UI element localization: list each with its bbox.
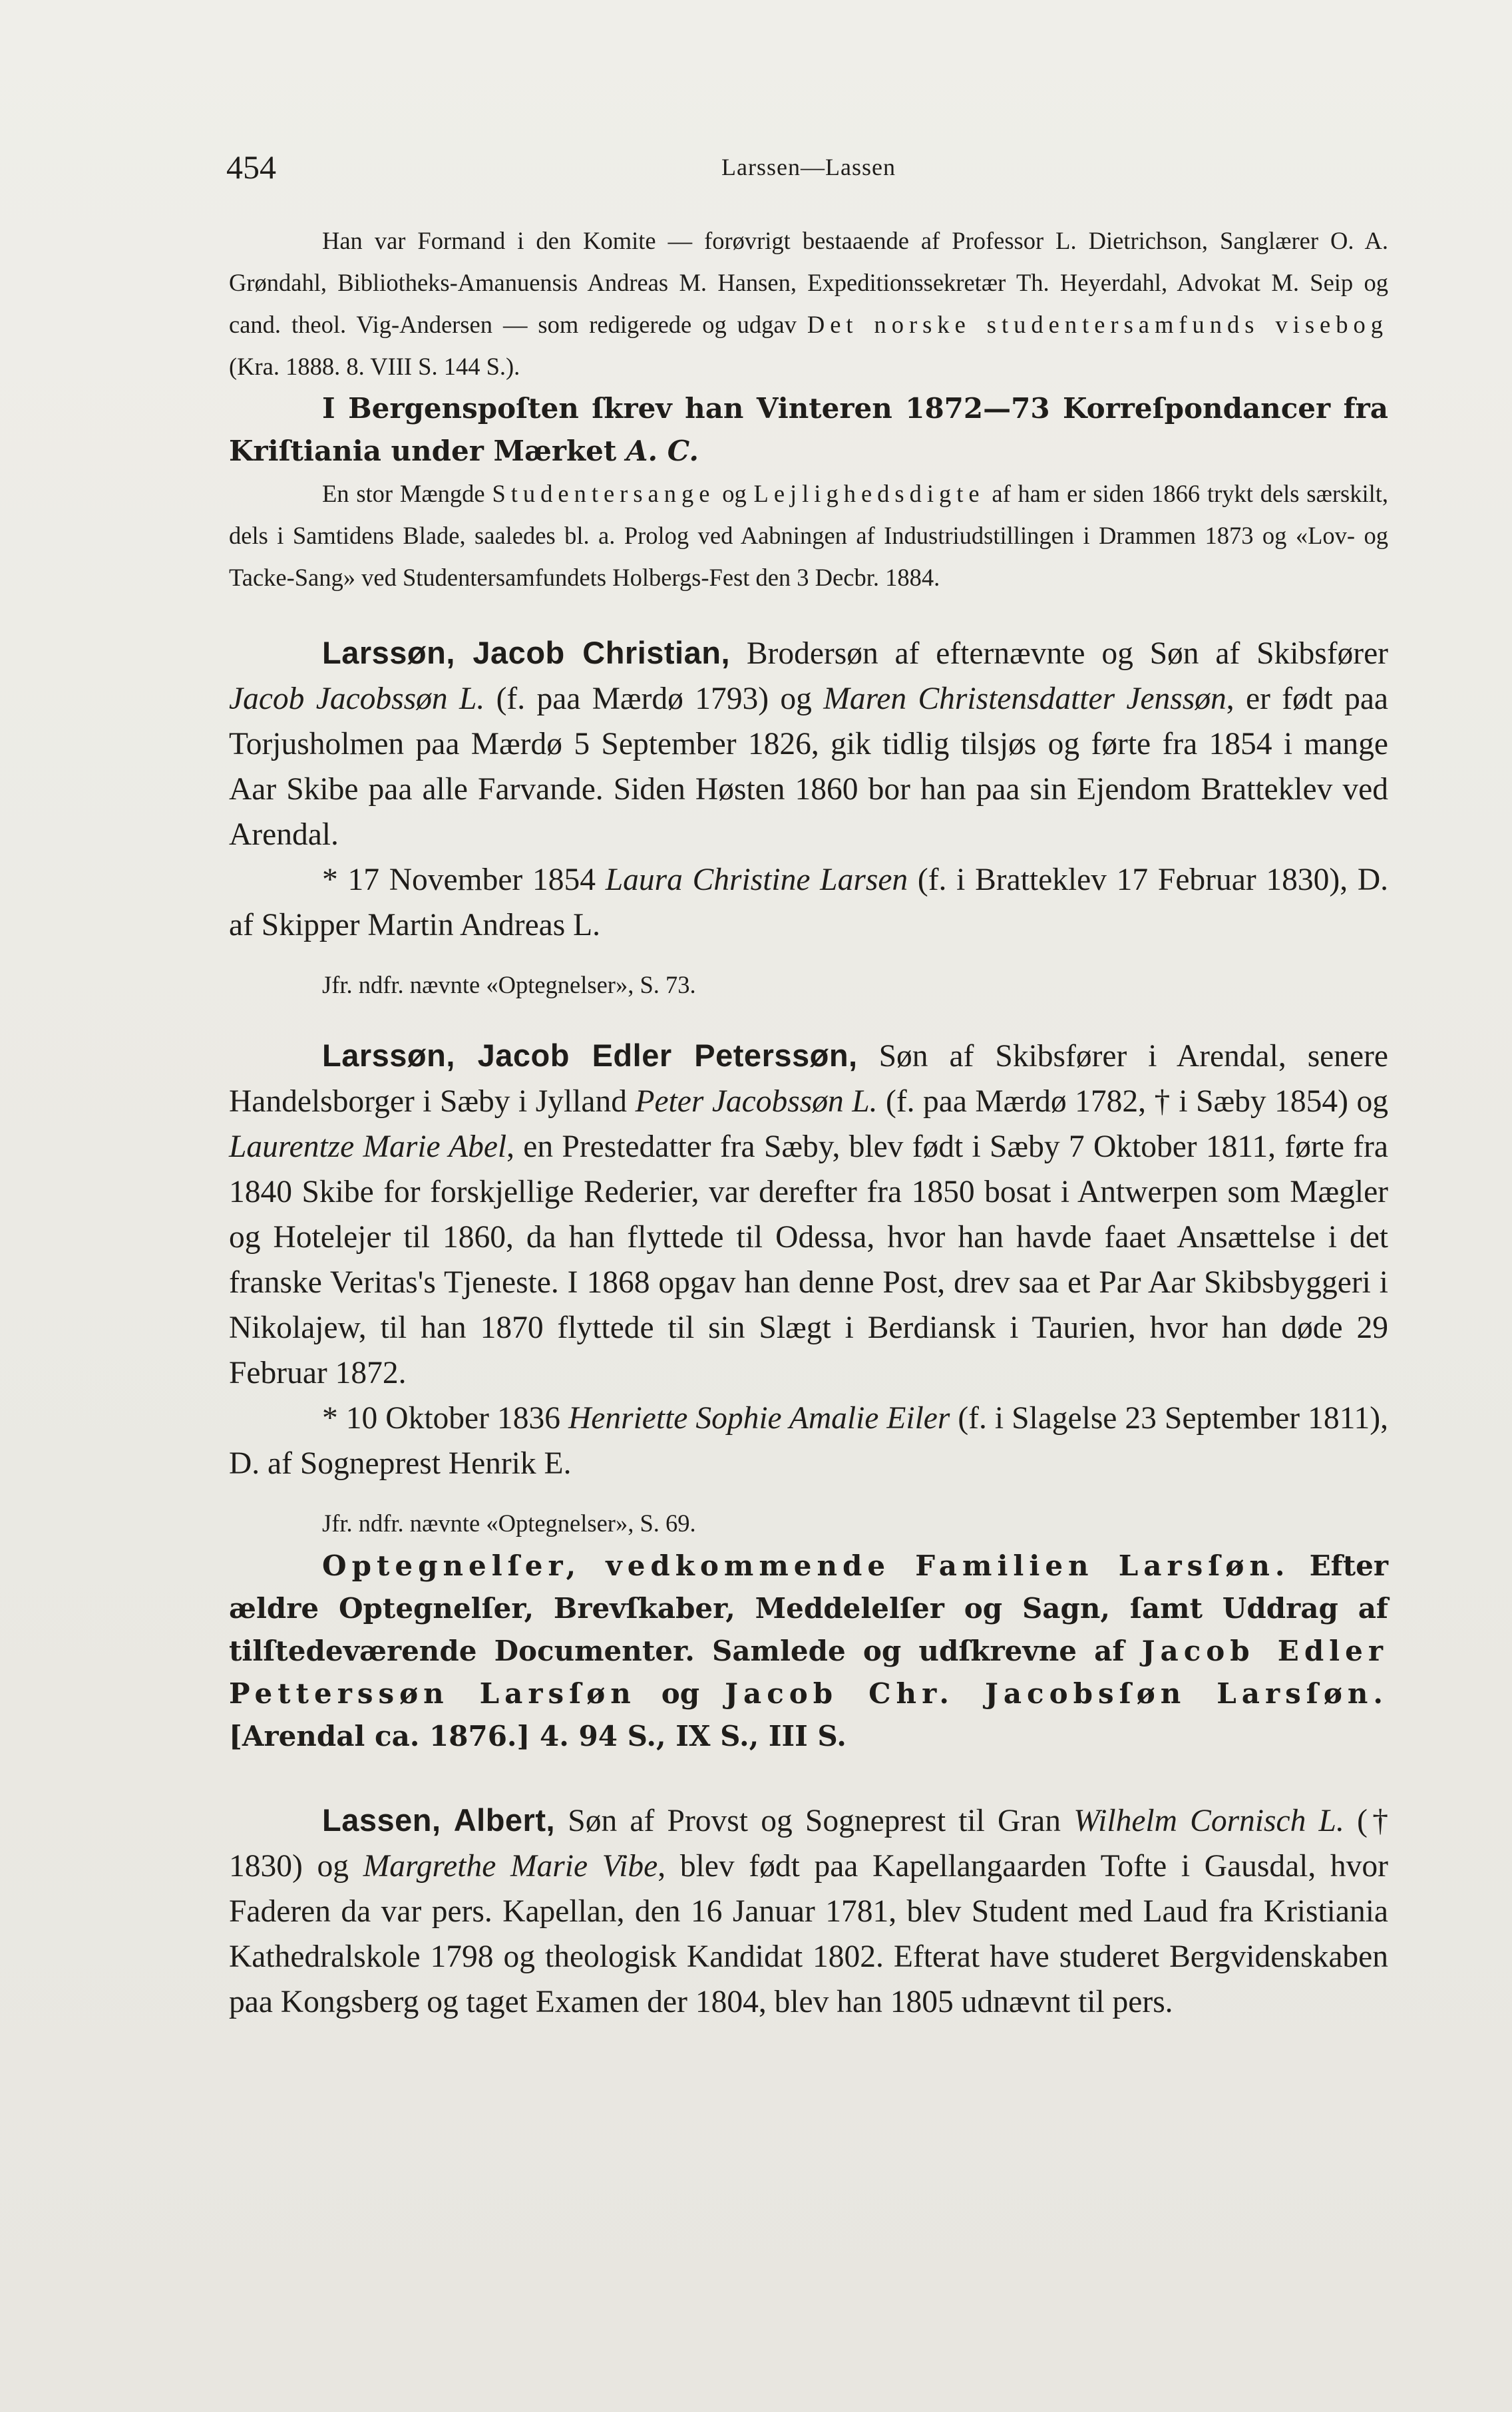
entry-body [229, 1798, 1388, 2025]
person-name: Wilhelm Cornisch L. [1073, 1804, 1344, 1838]
text: * 10 Oktober 1836 [322, 1401, 568, 1436]
text: (f. paa Mærdø 1782, † i Sæby 1854) og [877, 1084, 1388, 1119]
running-head: Larssen—Lassen [721, 154, 896, 180]
entry-heading: Larssøn, Jacob Christian, [322, 635, 731, 670]
entry-heading: Lassen, Albert, [322, 1802, 556, 1838]
text: Søn af Skibsfører i Arendal, senere Handelsborger i Sæby i Jylland [229, 1039, 1388, 1119]
paragraph-komite [229, 220, 1388, 387]
text: , blev født paa Kapellangaarden Tofte i Gausdal, hvor Faderen da var pers. Kapellan, den 16 Januar 1781, blev Student med Laud fra Kristiania Kathedralskole 1798 og theologisk Kandidat 1802. Efterat have studeret Bergvidenskaben paa Kongsberg og taget Examen der 1804, blev han 1805 udnævnt til pers. [229, 1849, 1388, 2019]
marriage-line [229, 857, 1388, 948]
spaced-title: Optegnelſer, vedkommende Familien Larsſøn. [322, 1549, 1290, 1582]
spaced-name: Jacob Edler Petterssøn Larsſøn [229, 1635, 1388, 1710]
page-number: 454 [226, 148, 276, 186]
paragraph-bergensposten [229, 387, 1388, 473]
text: og [715, 480, 754, 507]
text: og [636, 1677, 725, 1710]
text: [Arendal ca. 1876.] 4. 94 S., IX S., III S. [229, 1720, 847, 1752]
text: * 17 November 1854 [322, 863, 606, 897]
bibliography-optegnelser [229, 1545, 1388, 1758]
text: Brodersøn af efternævnte og Søn af Skibsfører [730, 636, 1389, 671]
page-content [229, 220, 1388, 2025]
person-name: Margrethe Marie Vibe [363, 1849, 658, 1884]
reference-line: Jfr. ndfr. nævnte «Optegnelser», S. 69. [322, 1509, 696, 1537]
person-name: Laurentze Marie Abel [229, 1129, 507, 1164]
text: , er født paa Torjusholmen paa Mærdø 5 September 1826, gik tidlig tilsjøs og førte fra 1854 i mange Aar Skibe paa alle Farvande. Siden Høsten 1860 bor han paa sin Ejendom Bratteklev ved Arendal. [229, 682, 1388, 852]
text: Efter ældre Optegnelſer, Brevſkaber, Meddelelſer og Sagn, ſamt Uddrag af tilſtedeværende Documenter. Samlede og udſkrevne af [229, 1549, 1389, 1667]
entry-larsson-jacob-christian [229, 630, 1388, 1006]
text: (f. i Bratteklev 17 Februar 1830), D. af Skipper Martin Andreas L. [229, 863, 1389, 942]
text: Søn af Provst og Sogneprest til Gran [555, 1804, 1074, 1838]
entry-body [229, 630, 1388, 857]
person-name: Peter Jacobssøn L. [635, 1084, 878, 1119]
text: af ham er siden 1866 trykt dels særskilt, dels i Samtidens Blade, saaledes bl. a. Prolog ved Aabningen af Industriudstillingen i Drammen 1873 og «Lov- og Tacke-Sang» ved Studentersamfundets Holbergs-Fest den 3 Decbr. 1884. [229, 480, 1388, 591]
spaced-title: Det norske studentersamfunds visebog [807, 311, 1388, 338]
spaced-word: Studentersange [492, 480, 715, 507]
spouse-name: Laura Christine Larsen [605, 863, 908, 897]
text: (Kra. 1888. 8. VIII S. 144 S.). [229, 353, 520, 380]
entry-body [229, 1033, 1388, 1396]
paragraph-studentersange [229, 473, 1388, 598]
spaced-word: Lejlighedsdigte [753, 480, 985, 507]
text: , en Prestedatter fra Sæby, blev født i Sæby 7 Oktober 1811, førte fra 1840 Skibe for forskjellige Rederier, var derefter fra 1850 bosat i Antwerpen som Mægler og Hotelejer til 1860, da han flyttede til Odessa, hvor han havde faaet Ansættelse i det franske Veritas's Tjeneste. I 1868 opgav han denne Post, drev saa et Par Aar Skibsbyggeri i Nikolajew, til han 1870 flyttede til sin Slægt i Berdiansk i Taurien, hvor han døde 29 Februar 1872. [229, 1129, 1388, 1390]
page-header [226, 148, 1391, 194]
marriage-line [229, 1396, 1388, 1486]
spaced-name: Jacob Chr. Jacobsſøn Larsſøn. [725, 1677, 1388, 1710]
person-name: Maren Christensdatter Jenssøn [823, 682, 1227, 716]
signature-mark: A. C. [626, 435, 699, 467]
person-name: Jacob Jacobssøn L. [229, 682, 485, 716]
spouse-name: Henriette Sophie Amalie Eiler [568, 1401, 950, 1436]
reference-line: Jfr. ndfr. nævnte «Optegnelser», S. 73. [322, 971, 696, 998]
text: (f. i Slagelse 23 September 1811), D. af Sogneprest Henrik E. [229, 1401, 1388, 1481]
text: (f. paa Mærdø 1793) og [484, 682, 824, 716]
text: Han var Formand i den Komite — forøvrigt bestaaende af Professor L. Dietrichson, Sanglærer O. A. Grøndahl, Bibliotheks-Amanuensis Andreas M. Hansen, Expeditionssekretær Th. Heyerdahl, Advokat M. Seip og cand. theol. Vig-Andersen — som redigerede og udgav [229, 227, 1388, 338]
text: En stor Mængde [322, 480, 492, 507]
text: I Bergenspoſten ſkrev han Vinteren 1872—73 Korreſpondancer fra Kriſtiania under Mærket [229, 392, 1388, 467]
entry-lassen-albert [229, 1798, 1388, 2025]
entry-heading: Larssøn, Jacob Edler Peterssøn, [322, 1038, 858, 1073]
text: († 1830) og [229, 1804, 1388, 1884]
entry-larsson-jacob-edler [229, 1033, 1388, 1758]
